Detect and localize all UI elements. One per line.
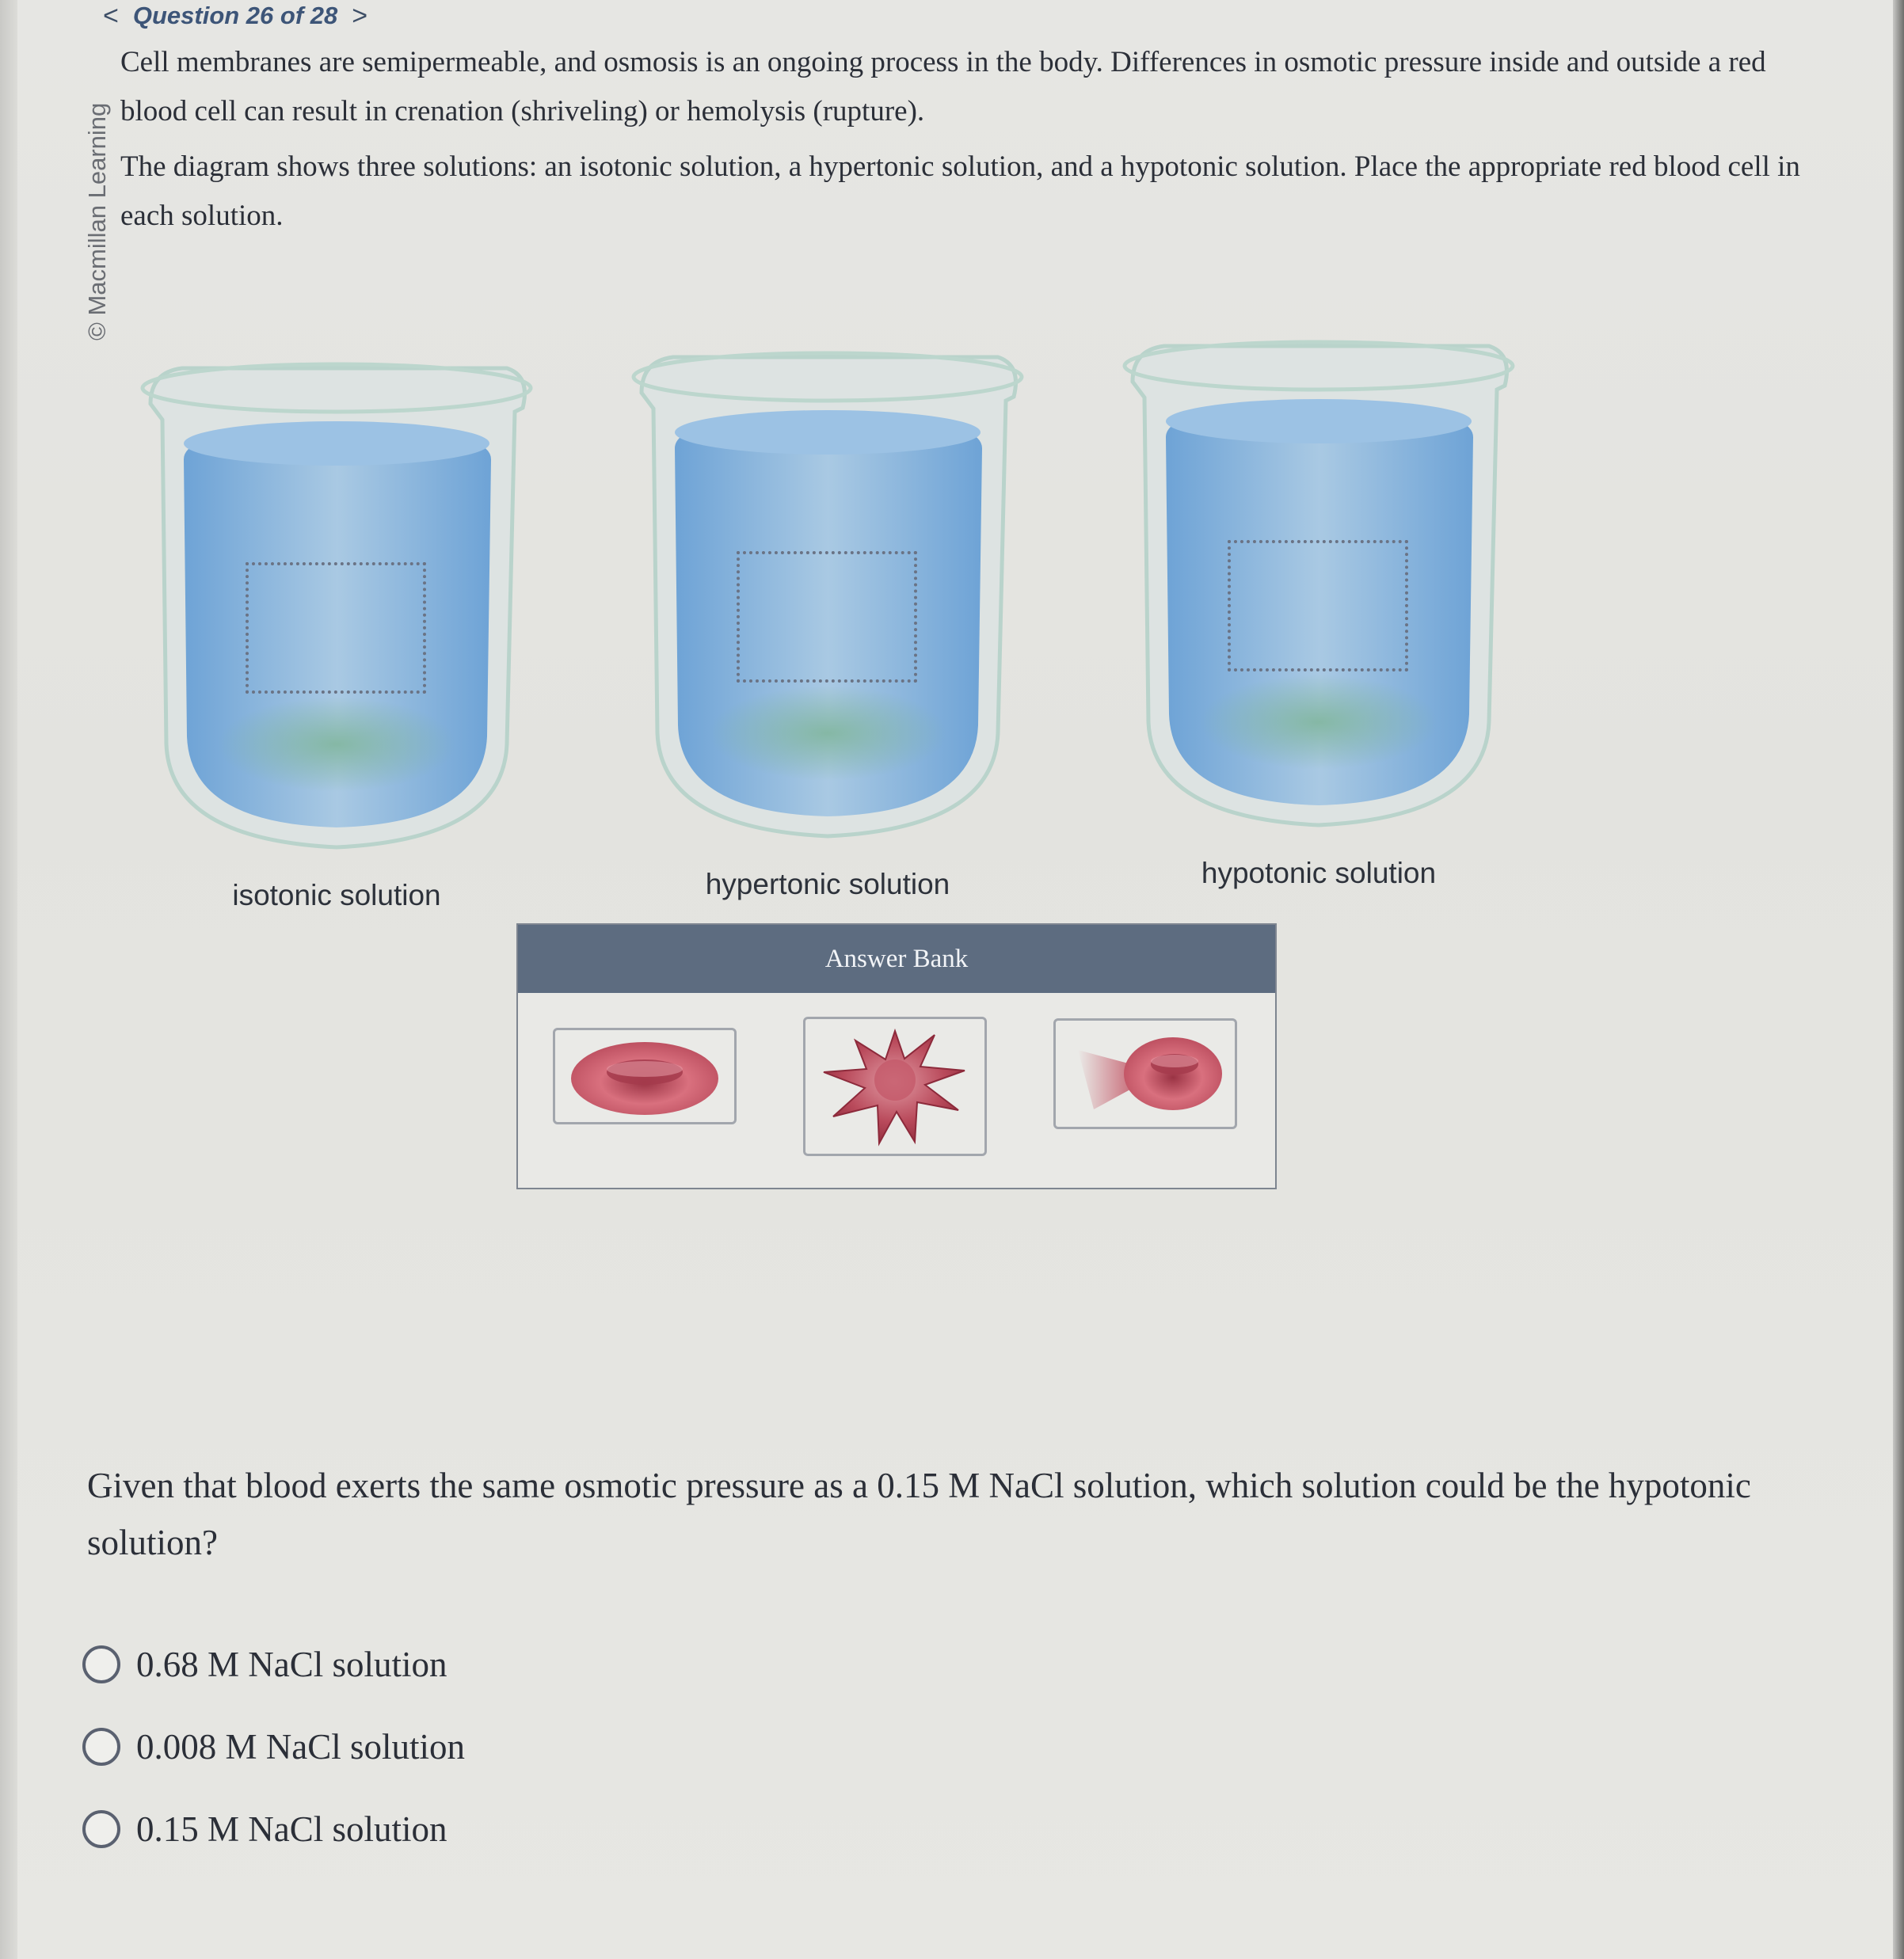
- chevron-right-icon[interactable]: >: [352, 0, 368, 31]
- answer-item-crenated-cell[interactable]: [803, 1017, 987, 1156]
- radio-button[interactable]: [82, 1810, 120, 1848]
- radio-button[interactable]: [82, 1728, 120, 1766]
- option-0-008m[interactable]: [82, 1706, 465, 1788]
- answer-bank: [516, 923, 1277, 1189]
- beaker-label-hypotonic: hypotonic solution: [1201, 857, 1437, 889]
- normal-red-blood-cell-icon: [562, 1033, 728, 1120]
- option-label: 0.15 M NaCl solution: [136, 1809, 447, 1849]
- hemolyzed-red-blood-cell-icon: [1062, 1026, 1228, 1121]
- drop-zone-hypotonic[interactable]: [1228, 540, 1408, 671]
- prompt-paragraph-2: The diagram shows three solutions: an isotonic solution, a hypertonic solution, and a hypotonic solution. Place the appropriate red blood cell in each solution.: [120, 150, 1800, 232]
- drop-zone-hypertonic[interactable]: [737, 551, 917, 683]
- option-label: 0.68 M NaCl solution: [136, 1645, 447, 1684]
- beaker-isotonic: [135, 333, 539, 911]
- beaker-hypotonic: [1117, 310, 1521, 889]
- beaker-hypertonic: [626, 321, 1030, 900]
- right-edge: [1893, 0, 1904, 1959]
- copyright-label: © Macmillan Learning: [83, 102, 111, 340]
- prompt-paragraph-1: Cell membranes are semipermeable, and osmosis is an ongoing process in the body. Differences in osmotic pressure inside and outside a red blood cell can result in crenation (shriveling) or hemolysis (rupture).: [120, 46, 1766, 127]
- question-prompt: [120, 38, 1823, 247]
- question-counter: Question 26 of 28: [132, 2, 338, 29]
- answer-item-hemolyzed-cell[interactable]: [1053, 1018, 1237, 1129]
- radio-button[interactable]: [82, 1645, 120, 1683]
- option-0-68m[interactable]: [82, 1623, 465, 1706]
- option-label: 0.008 M NaCl solution: [136, 1727, 466, 1767]
- beaker-diagram: [135, 333, 1529, 919]
- answer-bank-title: Answer Bank: [518, 925, 1275, 993]
- beaker-label-isotonic: isotonic solution: [232, 879, 441, 911]
- crenated-red-blood-cell-icon: [816, 1023, 974, 1150]
- drop-zone-isotonic[interactable]: [246, 562, 426, 694]
- left-edge: [0, 0, 17, 1959]
- question-navigation: [103, 0, 367, 32]
- answer-options: [82, 1623, 465, 1870]
- question-text: Given that blood exerts the same osmotic pressure as a 0.15 M NaCl solution, which solution could be the hypotonic solution?: [87, 1466, 1751, 1562]
- answer-item-normal-cell[interactable]: [553, 1028, 737, 1124]
- chevron-left-icon[interactable]: <: [103, 0, 119, 31]
- beaker-label-hypertonic: hypertonic solution: [705, 868, 950, 900]
- option-0-15m[interactable]: [82, 1788, 465, 1870]
